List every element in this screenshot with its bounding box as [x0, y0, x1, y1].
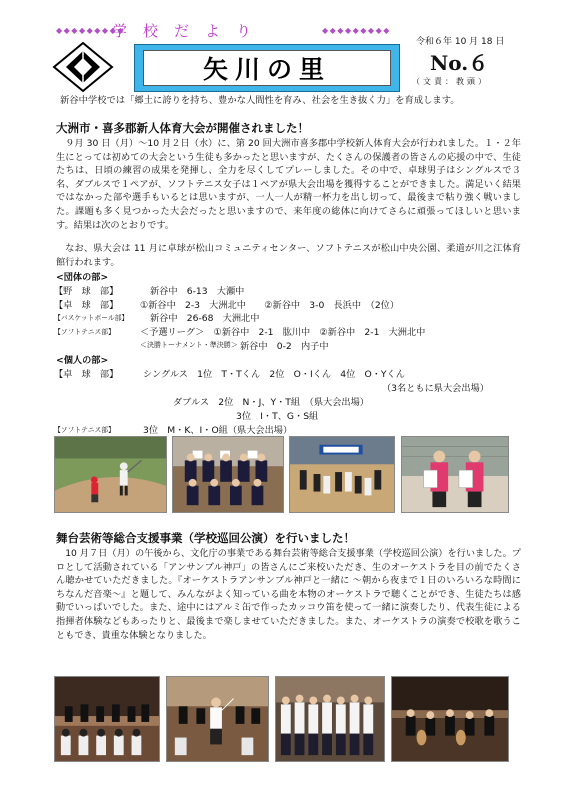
- team-result-table-tennis: ①新谷中 2-3 大洲北中 ②新谷中 3-0 長浜中 （2位）: [140, 300, 400, 311]
- title-frame: [143, 50, 391, 86]
- orchestra-stage-photo: [54, 676, 160, 762]
- newsletter-title-banner: [134, 44, 400, 92]
- basketball-photo: [289, 436, 395, 513]
- individual-result-singles-note: （3名ともに県大会出場）: [382, 383, 489, 394]
- table-tennis-team-photo: [172, 436, 284, 513]
- individual-result-soft-tennis: 3位 M・K、I・O組（県大会出場）: [143, 425, 293, 436]
- team-club-basketball: 【バスケットボール部】: [54, 314, 129, 322]
- team-round-label: ＜決勝トーナメント・準決勝＞: [140, 341, 238, 349]
- individual-result-doubles-3rd: 3位 I・T、G・S組: [236, 411, 319, 422]
- school-emblem-icon: [52, 41, 114, 93]
- students-singing-photo: [275, 676, 385, 762]
- publication-date: 令和６年 10 月 18 日: [416, 37, 505, 47]
- article1-paragraph-1: ９月 30 日（月）～10 月２日（水）に、第 20 回大洲市喜多郡中学校新人体育大会が行われました。１・２年生にとっては初めての大会という生徒も多かったと思いますが、たくさんの保護者の皆さんの応援の中で、生徒たちは、日頃の練習の成果を発揮し、全力を尽くしてプレーしました。その中で、卓球男子はシングルスで３名、ダブルスで１ペアが、ソフトテニス女子は１ペアが県大会出場を獲得することができました。満足いく結果ではなかった部や選手もいるとは思いますが、一人一人が精一杯力を出し切って、最後まで粘り強く戦いました。課題も多く見つかった大会だったと思いますので、来年度の総体に向けてさらに頑張ってほしいと思います。結果は次のとおりです。: [56, 138, 521, 231]
- orchestra-hall-photo: [391, 676, 509, 762]
- team-club-soft-tennis: 【ソフトテニス部】: [54, 328, 115, 336]
- team-club-table-tennis: 【卓 球 部】: [54, 300, 119, 311]
- individual-result-doubles-2nd: ダブルス 2位 N・J、Y・T組 （県大会出場）: [173, 397, 369, 408]
- individual-section-label: <個人の部>: [56, 355, 109, 366]
- article2-paragraph-1: 10 月７日（月）の午後から、文化庁の事業である舞台芸術等総合支援事業（学校巡回公演）を行いました。プロとして活動されている「アンサンブル神戸」の皆さんにご来校いただき、生のオーケストラを目の前でたくさん聴かせていただきました。『オーケストラアンサンブル神戸と一緒に ～朝から夜まで１日のいろいろな時間にちなんだ音楽～』と題して、みんながよく知っている曲を本物のオーケストラで聴くことができ、生徒たちは感動でいっぱいでした。また、途中にはアルミ缶で作ったカッコウ笛を使って一緒に演奏したり、代表生徒による指揮者体験などもあったりと、最後まで楽しませていただきました。また、オーケストラの演奏で校歌を歌うこともでき、貴重な体験となりました。: [56, 548, 521, 641]
- header-decoration-left: ◆◆◆◆◆◆◆◆◆: [56, 26, 125, 35]
- baseball-photo: [54, 436, 167, 513]
- team-result-basketball: 新谷中 26-68 大洲北中: [150, 313, 260, 324]
- team-club-baseball: 【野 球 部】: [54, 286, 119, 297]
- individual-club-table-tennis: 【卓 球 部】: [54, 369, 119, 380]
- issue-number: No.６: [430, 51, 489, 75]
- conductor-photo: [166, 676, 269, 762]
- team-result-soft-tennis: ＜予選リーグ＞ ①新谷中 2-1 肱川中 ②新谷中 2-1 大洲北中: [140, 327, 426, 338]
- author-credit: （文責：教頭）: [412, 77, 489, 86]
- article2-heading: 舞台芸術等総合支援事業（学校巡回公演）を行いました！: [56, 531, 355, 545]
- article1-heading: 大洲市・喜多郡新人体育大会が開催されました！: [56, 121, 309, 135]
- team-result-baseball: 新谷中 6-13 大瀬中: [150, 286, 245, 297]
- team-section-label: <団体の部>: [56, 272, 109, 283]
- individual-result-singles: シングルス 1位 T・Tくん 2位 O・Iくん 4位 O・Yくん: [143, 369, 405, 380]
- individual-club-soft-tennis: 【ソフトテニス部】: [54, 426, 115, 434]
- header-decoration-right: ◆◆◆◆◆◆◆◆◆: [322, 26, 391, 35]
- newsletter-title: 矢川の里: [202, 55, 331, 84]
- article1-paragraph-2: なお、県大会は 11 月に卓球が松山コミュニティセンター、ソフトテニスが松山中央公園、柔道が川之江体育館行われます。: [56, 243, 521, 268]
- team-result-soft-tennis-semifinal: 新谷中 0-2 内子中: [240, 341, 329, 352]
- school-motto: 新谷中学校では「郷土に誇りを持ち、豊かな人間性を育み、社会を生き抜く力」を育成します。: [60, 95, 460, 106]
- soft-tennis-photo: [401, 436, 509, 513]
- series-title: 学校だより: [112, 22, 268, 40]
